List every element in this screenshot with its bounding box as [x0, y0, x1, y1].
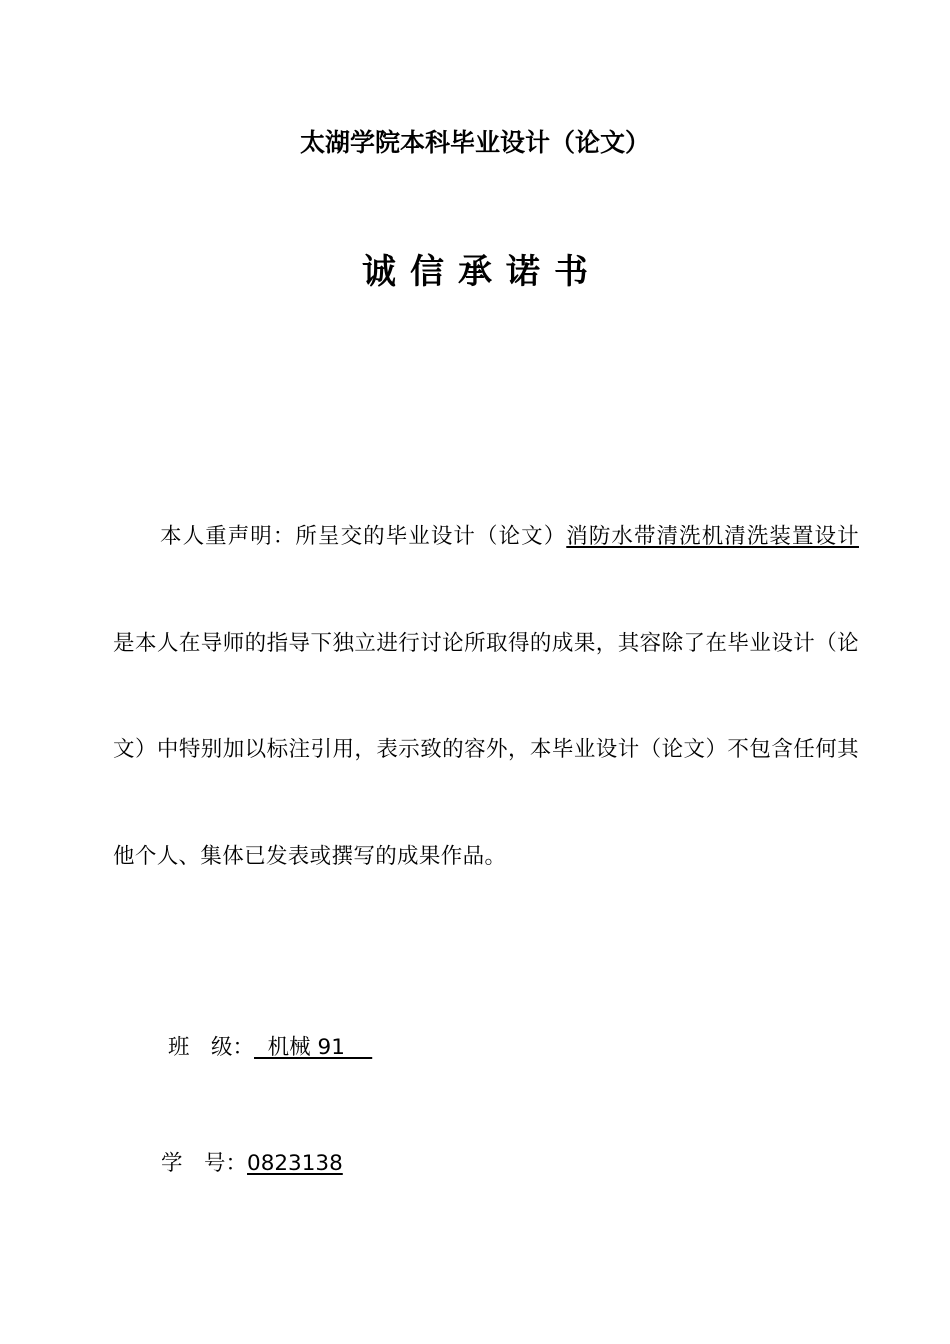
student-id-value: 0823138: [247, 1151, 343, 1176]
class-value: 机械 91: [254, 1035, 373, 1060]
statement-body: 是本人在导师的指导下独立进行讨论所取得的成果，其容除了在毕业设计（论文）中特别加以标注引用，表示致的容外，本毕业设计（论文）不包含任何其他个人、集体已发表或撰写的成果作品。: [113, 630, 859, 869]
student-id-label: 学 号：: [161, 1151, 248, 1176]
school-thesis-title: 太湖学院本科毕业设计（论文）: [299, 128, 650, 157]
thesis-title: 消防水带清洗机清洗装置设计: [566, 524, 859, 549]
student-id-field: [161, 1149, 343, 1179]
class-field: [168, 1033, 372, 1063]
class-label: 班 级：: [168, 1035, 255, 1060]
document-title: 诚信承诺书: [362, 252, 602, 292]
integrity-statement: [113, 484, 859, 910]
statement-intro: 本人重声明：所呈交的毕业设计（论文）: [160, 524, 567, 549]
